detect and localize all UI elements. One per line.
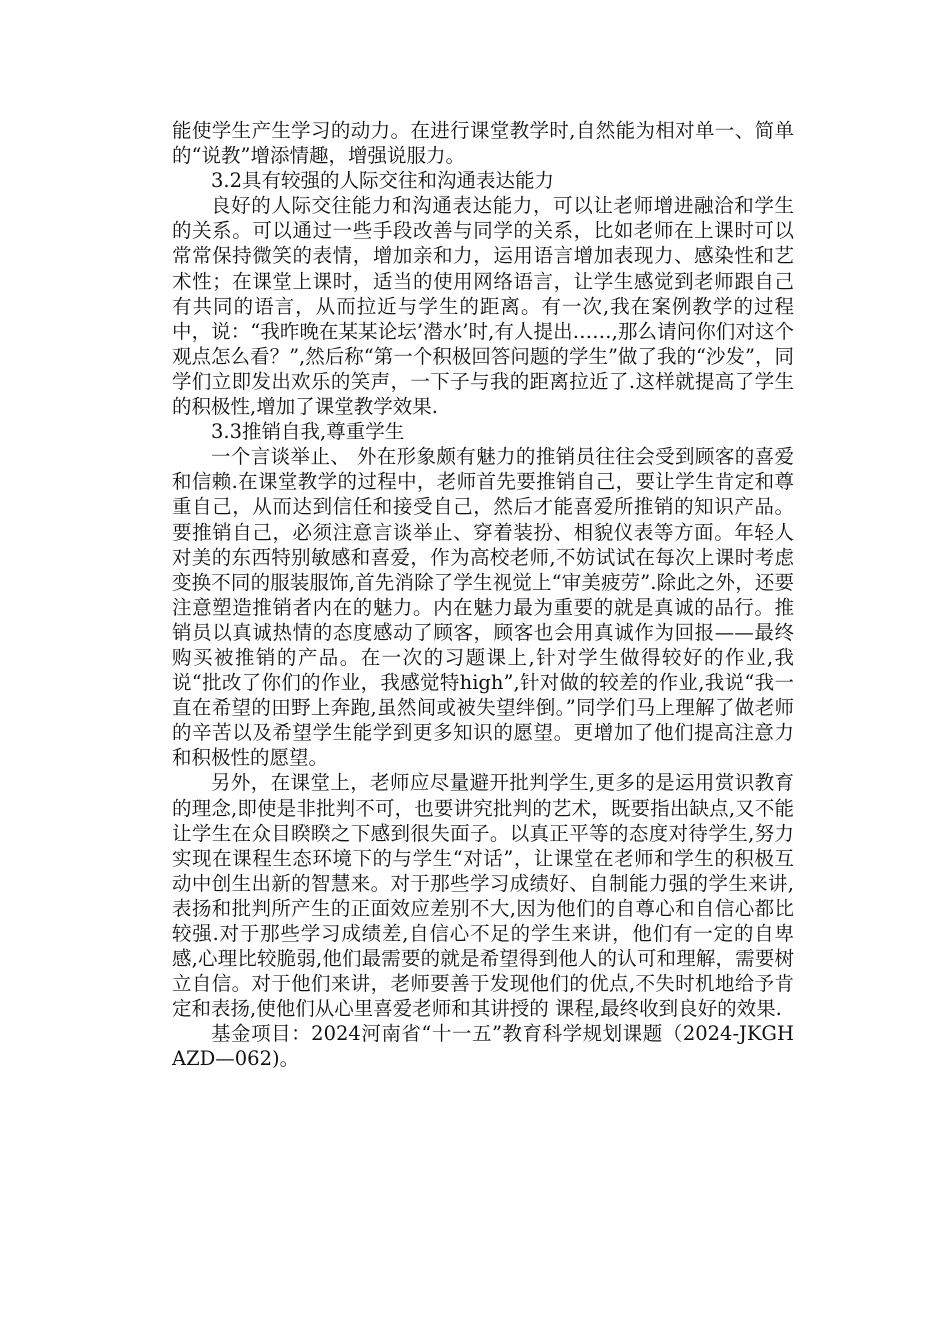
section-heading-3-2: 3.2具有较强的人际交往和沟通表达能力 <box>211 169 555 193</box>
paragraph-respect-students: 另外，在课堂上，老师应尽量避开批判学生,更多的是运用赏识教育的理念,即使是非批判不可，也要讲究批判的艺术，既要指出缺点,又不能让学生在众目睽睽之下感到很失面子。以真正平等的态度对待学生,努力实现在课程生态环境下的与学生“对话”，让课堂在老师和学生的积极互动中创生出新的智慧来。对于那些学习成绩好、自制能力强的学生来讲,表扬和批判所产生的正面效应差别不大,因为他们的自尊心和自信心都比较强.对于那些学习成绩差,自信心不足的学生来讲，他们有一定的自卑感,心理比较脆弱,他们最需要的就是希望得到他人的认可和理解，需要树立自信。对于他们来讲，老师要善于发现他们的优点,不失时机地给予肯定和表扬,使他们从心里喜爱老师和其讲授的 课程,最终收到良好的效果. <box>172 771 794 1021</box>
funding-note: 基金项目：2024河南省“十一五”教育科学规划课题（2024-JKGHAZD—062)。 <box>172 1022 794 1071</box>
paragraph-self-promotion: 一个言谈举止、 外在形象颇有魅力的推销员往往会受到顾客的喜爱和信赖.在课堂教学的过程中，老师首先要推销自己，要让学生肯定和尊重自己，从而达到信任和接受自己，然后才能喜爱所推销的知识产品。要推销自己，必须注意言谈举止、穿着装扮、相貌仪表等方面。年轻人对美的东西特别敏感和喜爱，作为高校老师,不妨试试在每次上课时考虑变换不同的服装服饰,首先消除了学生视觉上“审美疲劳”.除此之外，还要注意塑造推销者内在的魅力。内在魅力最为重要的就是真诚的品行。推销员以真诚热情的态度感动了顾客，顾客也会用真诚作为回报——最终购买被推销的产品。在一次的习题课上,针对学生做得较好的作业,我说“批改了你们的作业，我感觉特high”,针对做的较差的作业,我说“我一直在希望的田野上奔跑,虽然间或被失望绊倒。”同学们马上理解了做老师的辛苦以及希望学生能学到更多知识的愿望。更增加了他们提高注意力和积极性的愿望。 <box>172 445 794 770</box>
section-heading-3-3: 3.3推销自我,尊重学生 <box>211 420 405 444</box>
document-page <box>172 118 794 1072</box>
paragraph-intro-continuation: 能使学生产生学习的动力。在进行课堂教学时,自然能为相对单一、简单的“说教”增添情趣，增强说服力。 <box>172 119 794 168</box>
paragraph-communication: 良好的人际交往能力和沟通表达能力，可以让老师增进融洽和学生的关系。可以通过一些手段改善与同学的关系，比如老师在上课时可以常常保持微笑的表情，增加亲和力，运用语言增加表现力、感染性和艺术性；在课堂上课时，适当的使用网络语言，让学生感觉到老师跟自己有共同的语言，从而拉近与学生的距离。有一次,我在案例教学的过程中，说：“我昨晚在某某论坛’潜水’时,有人提出……,那么请问你们对这个观点怎么看？”,然后称“第一个积极回答问题的学生”做了我的“沙发”，同学们立即发出欢乐的笑声，一下子与我的距离拉近了.这样就提高了学生的积极性,增加了课堂教学效果. <box>172 194 794 419</box>
